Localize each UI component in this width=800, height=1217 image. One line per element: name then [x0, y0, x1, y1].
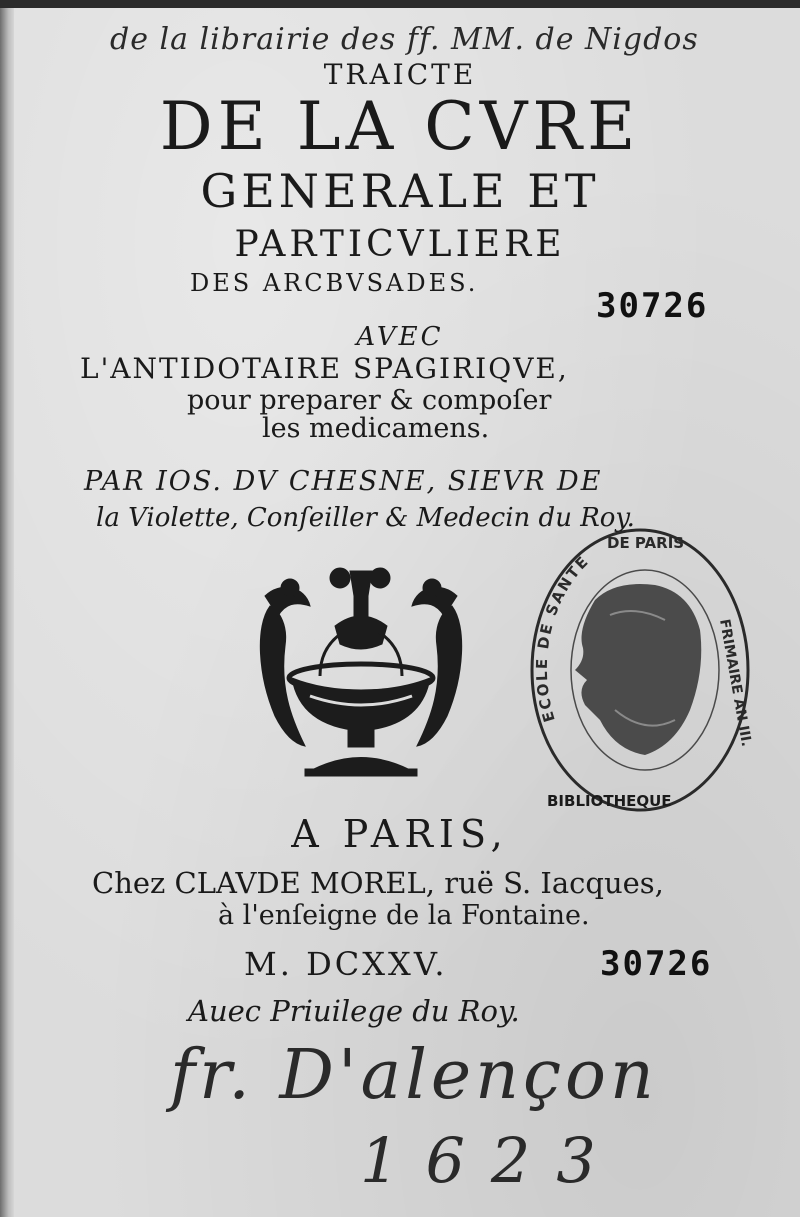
seal-ring-text-top: DE PARIS [607, 534, 685, 552]
shelfmark-number-top: 30726 [596, 286, 709, 326]
subtitle-line-1: AVEC [356, 322, 444, 352]
seal-portrait [575, 584, 701, 755]
subtitle-line-4: les medicamens. [262, 413, 490, 444]
imprint-sign: à l'enſeigne de la Fontaine. [218, 900, 590, 931]
imprint-publisher: Chez CLAVDE MOREL, ruë S. Iacques, [92, 866, 664, 900]
imprint-city: A PARIS, [291, 812, 509, 856]
seal-bottom-label: BIBLIOTHEQUE [547, 792, 672, 810]
title-line-1: TRAICTE [323, 58, 477, 91]
imprint-year: M. DCXXV. [244, 945, 448, 983]
fountain-printers-device [250, 566, 472, 778]
title-line-3: GENERALE ET [200, 164, 600, 218]
subtitle-line-2: L'ANTIDOTAIRE SPAGIRIQVE, [80, 352, 569, 385]
title-line-5: DES ARCBVSADES. [190, 269, 479, 297]
library-stamp-seal [515, 520, 755, 832]
title-line-4: PARTICVLIERE [234, 224, 566, 265]
ownership-inscription: de la librairie des ff. MM. de Nigdos [110, 22, 699, 57]
subtitle-line-3: pour preparer & compoſer [187, 385, 552, 416]
handwritten-signature: fr. D'alençon [170, 1036, 658, 1115]
shelfmark-number-bottom: 30726 [600, 944, 713, 984]
seal-ring-text-left: ECOLE DE SANTE [532, 551, 593, 725]
page-top-edge [0, 0, 800, 8]
author-line-1: PAR IOS. DV CHESNE, SIEVR DE [84, 466, 603, 497]
seal-ring-text-right: FRIMAIRE AN III. [716, 617, 755, 748]
author-line-2: la Violette, Conſeiller & Medecin du Roy. [96, 503, 635, 533]
handwritten-date: 1623 [360, 1124, 622, 1197]
title-line-2: DE LA CVRE [159, 88, 641, 165]
imprint-privilege: Auec Priuilege du Roy. [188, 994, 520, 1028]
